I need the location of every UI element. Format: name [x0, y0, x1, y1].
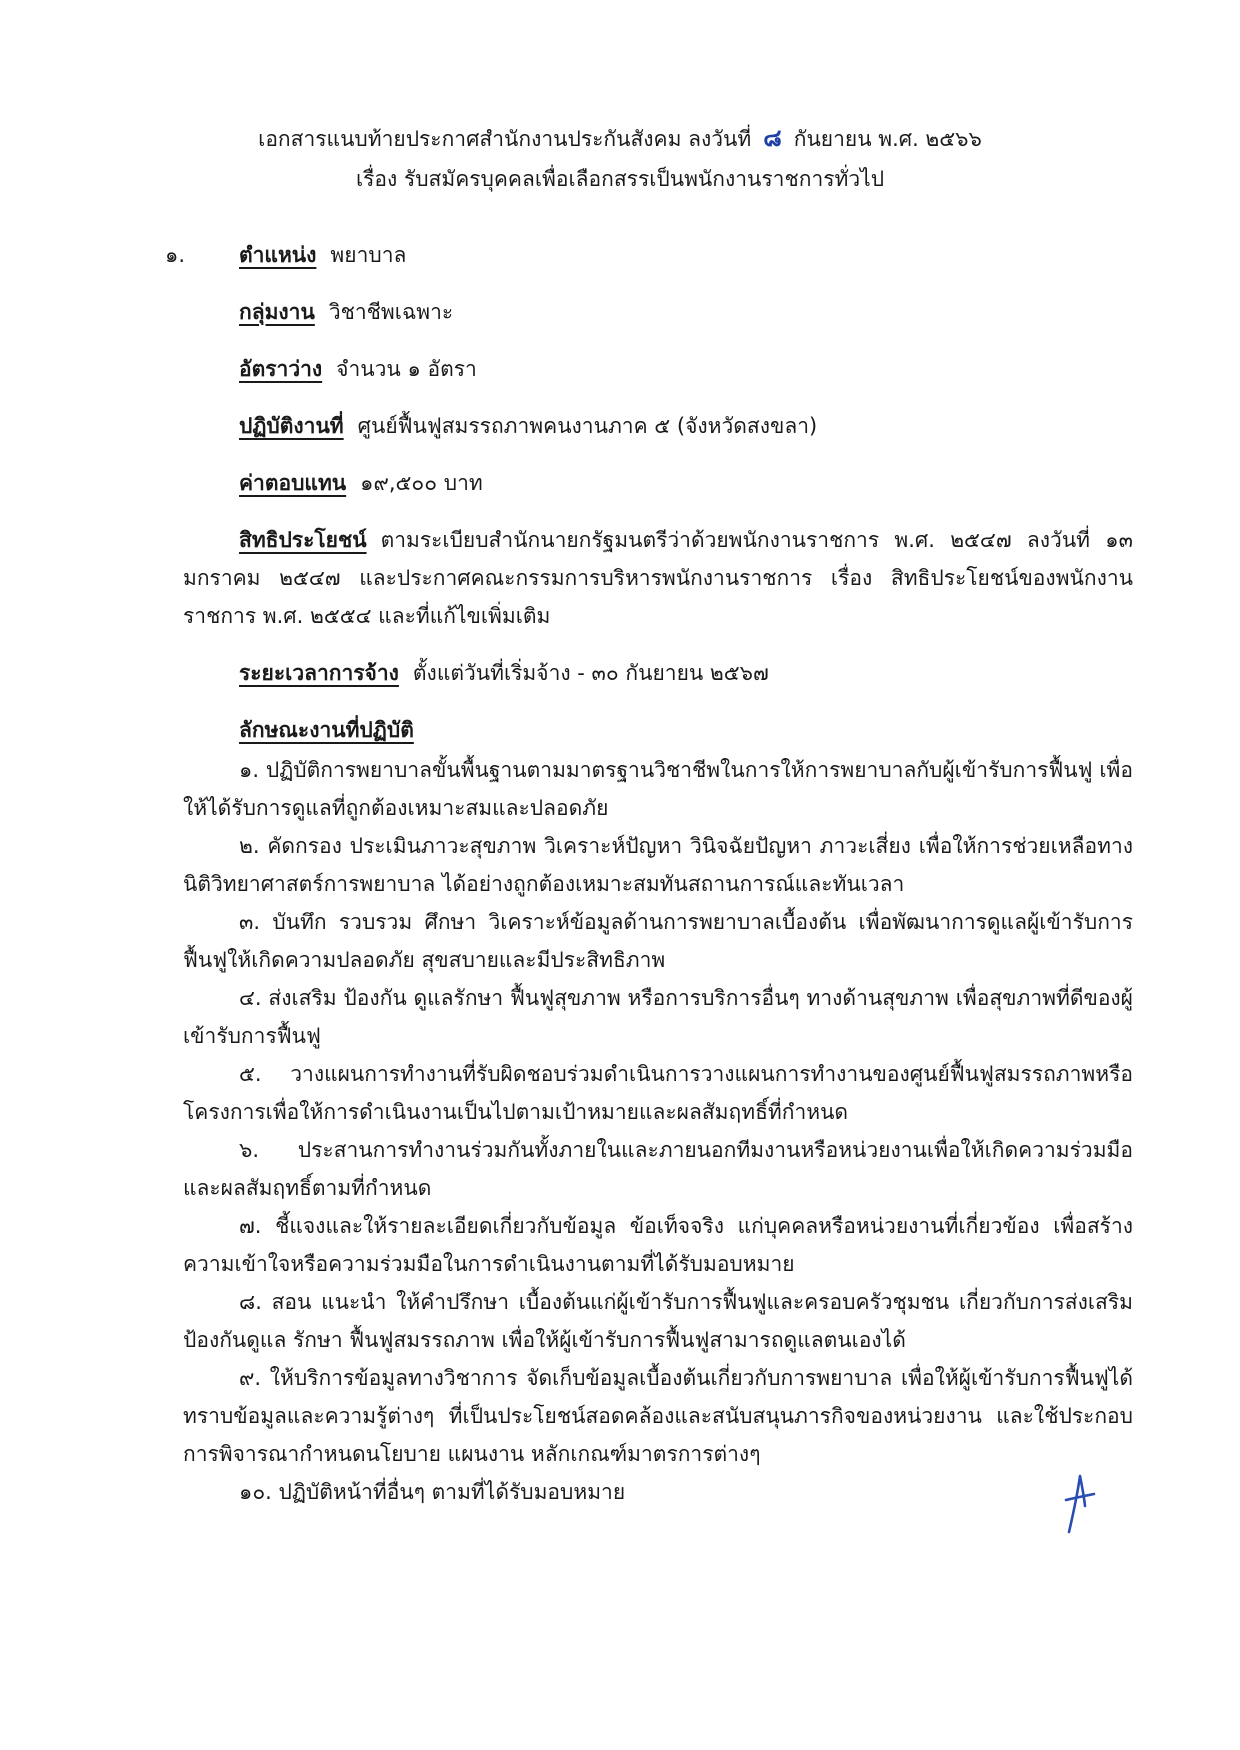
workplace-label: ปฏิบัติงานที่	[239, 414, 344, 438]
header-line-2: เรื่อง รับสมัครบุคคลเพื่อเลือกสรรเป็นพนักงานราชการทั่วไป	[355, 167, 885, 191]
duty-item: ๑๐. ปฏิบัติหน้าที่อื่นๆ ตามที่ได้รับมอบหมาย	[239, 1480, 626, 1504]
field-group	[183, 293, 1133, 331]
duty-item: ๓. บันทึก รวบรวม ศึกษา วิเคราะห์ข้อมูลด้านการพยาบาลเบื้องต้น เพื่อพัฒนาการดูแลผู้เข้ารับการฟื้นฟูให้เกิดความปลอดภัย สุขสบายและมีประสิทธิภาพ	[183, 910, 1133, 972]
field-period	[183, 654, 1133, 692]
benefits-value: ตามระเบียบสำนักนายกรัฐมนตรีว่าด้วยพนักงานราชการ พ.ศ. ๒๕๔๗ ลงวันที่ ๑๓ มกราคม ๒๕๔๗ และประกาศคณะกรรมการบริหารพนักงานราชการ เรื่อง สิทธิประโยชน์ของพนักงานราชการ พ.ศ. ๒๕๕๔ และที่แก้ไขเพิ่มเติม	[183, 528, 1133, 628]
duties-section	[183, 711, 1133, 749]
group-label: กลุ่มงาน	[239, 300, 315, 324]
pay-value: ๑๙,๕๐๐ บาท	[360, 471, 483, 495]
document-header	[0, 118, 1240, 199]
position-value: พยาบาล	[330, 243, 407, 267]
group-value: วิชาชีพเฉพาะ	[328, 300, 454, 324]
workplace-value: ศูนย์ฟื้นฟูสมรรถภาพคนงานภาค ๕ (จังหวัดสงขลา)	[357, 414, 818, 438]
duty-item: ๕. วางแผนการทำงานที่รับผิดชอบร่วมดำเนินการวางแผนการทำงานของศูนย์ฟื้นฟูสมรรถภาพหรือโครงการเพื่อให้การดำเนินงานเป็นไปตามเป้าหมายและผลสัมฤทธิ์ที่กำหนด	[183, 1062, 1133, 1124]
duty-item: ๘. สอน แนะนำ ให้คำปรึกษา เบื้องต้นแก่ผู้เข้ารับการฟื้นฟูและครอบครัวชุมชน เกี่ยวกับการส่งเสริมป้องกันดูแล รักษา ฟื้นฟูสมรรถภาพ เพื่อให้ผู้เข้ารับการฟื้นฟูสามารถดูแลตนเองได้	[183, 1290, 1133, 1352]
position-label: ตำแหน่ง	[239, 243, 317, 267]
document-body	[165, 236, 1133, 1511]
item-number: ๑.	[165, 243, 186, 267]
field-benefits	[183, 521, 1133, 635]
duty-item: ๔. ส่งเสริม ป้องกัน ดูแลรักษา ฟื้นฟูสุขภาพ หรือการบริการอื่นๆ ทางด้านสุขภาพ เพื่อสุขภาพที่ดีของผู้เข้ารับการฟื้นฟู	[183, 986, 1133, 1048]
field-workplace	[183, 407, 1133, 445]
header-day: ๘	[763, 124, 782, 152]
period-value: ตั้งแต่วันที่เริ่มจ้าง - ๓๐ กันยายน ๒๕๖๗	[412, 661, 769, 685]
header-line-1	[0, 118, 1240, 159]
header-prefix: เอกสารแนบท้ายประกาศสำนักงานประกันสังคม ลงวันที่	[258, 127, 752, 151]
header-suffix: กันยายน พ.ศ. ๒๕๖๖	[793, 127, 982, 151]
field-pay	[183, 464, 1133, 502]
duties-heading: ลักษณะงานที่ปฏิบัติ	[239, 718, 414, 742]
duty-item: ๗. ชี้แจงและให้รายละเอียดเกี่ยวกับข้อมูล ข้อเท็จจริง แก่บุคคลหรือหน่วยงานที่เกี่ยวข้อง เพื่อสร้างความเข้าใจหรือความร่วมมือในการดำเนินงานตามที่ได้รับมอบหมาย	[183, 1214, 1133, 1276]
field-position	[165, 236, 1133, 274]
duty-item: ๑. ปฏิบัติการพยาบาลขั้นพื้นฐานตามมาตรฐานวิชาชีพในการให้การพยาบาลกับผู้เข้ารับการฟื้นฟู เพื่อให้ได้รับการดูแลที่ถูกต้องเหมาะสมและปลอดภัย	[183, 758, 1133, 820]
benefits-label: สิทธิประโยชน์	[239, 528, 367, 552]
vacancy-value: จำนวน ๑ อัตรา	[336, 357, 477, 381]
duty-item: ๒. คัดกรอง ประเมินภาวะสุขภาพ วิเคราะห์ปัญหา วินิจฉัยปัญหา ภาวะเสี่ยง เพื่อให้การช่วยเหลือทางนิติวิทยาศาสตร์การพยาบาล ได้อย่างถูกต้องเหมาะสมทันสถานการณ์และทันเวลา	[183, 834, 1133, 896]
duty-item: ๙. ให้บริการข้อมูลทางวิชาการ จัดเก็บข้อมูลเบื้องต้นเกี่ยวกับการพยาบาล เพื่อให้ผู้เข้ารับการฟื้นฟูได้ทราบข้อมูลและความรู้ต่างๆ ที่เป็นประโยชน์สอดคล้องและสนับสนุนภารกิจของหน่วยงาน และใช้ประกอบการพิจารณากำหนดนโยบาย แผนงาน หลักเกณฑ์มาตรการต่างๆ	[183, 1366, 1133, 1466]
signature-mark	[1058, 1470, 1098, 1538]
period-label: ระยะเวลาการจ้าง	[239, 661, 399, 685]
field-vacancy	[183, 350, 1133, 388]
vacancy-label: อัตราว่าง	[239, 357, 323, 381]
pay-label: ค่าตอบแทน	[239, 471, 347, 495]
duty-item: ๖. ประสานการทำงานร่วมกันทั้งภายในและภายนอกทีมงานหรือหน่วยงานเพื่อให้เกิดความร่วมมือและผลสัมฤทธิ์ตามที่กำหนด	[183, 1138, 1133, 1200]
